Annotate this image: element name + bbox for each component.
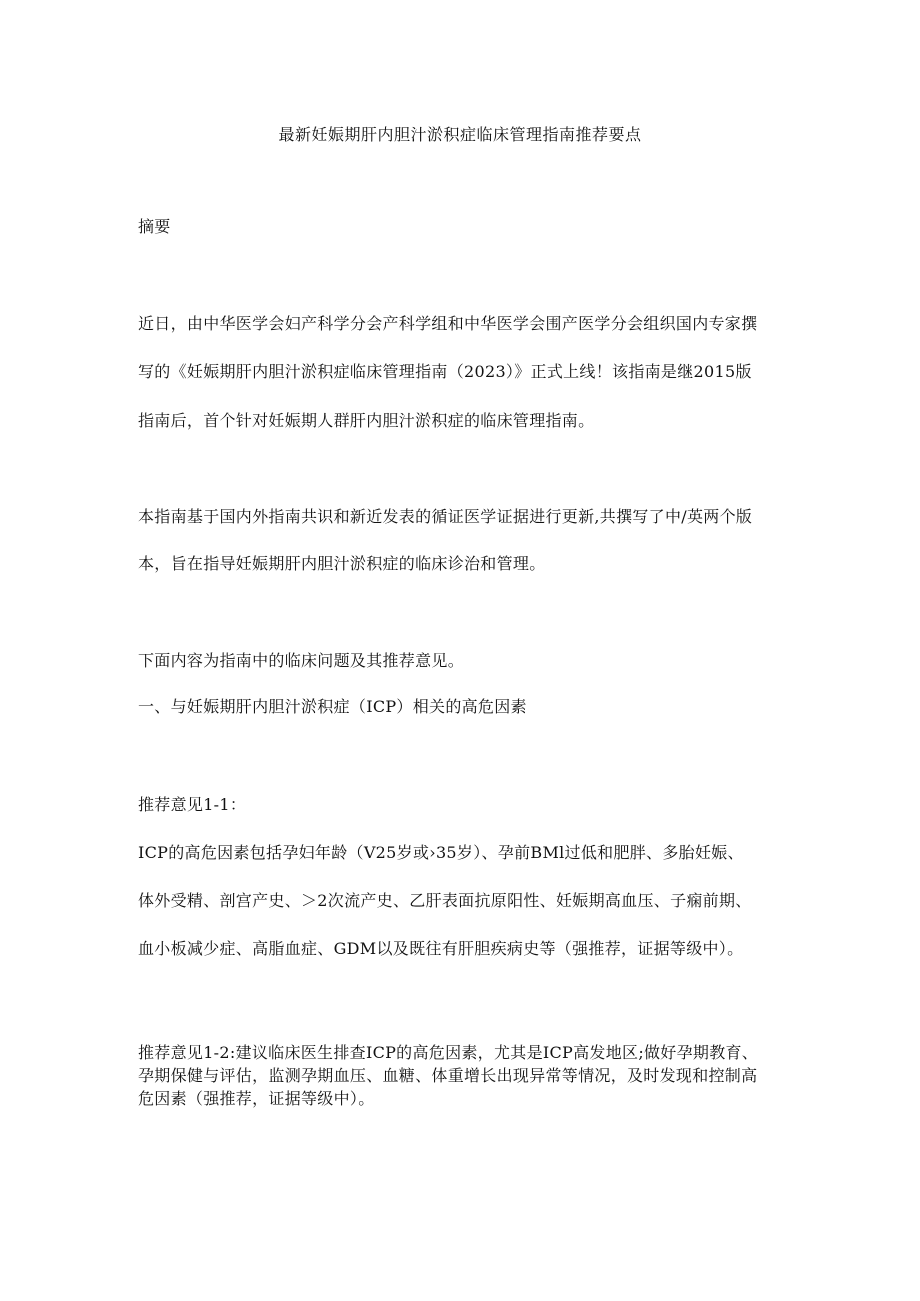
rec-1-1-heading: 推荐意见1-1： xyxy=(138,795,247,814)
document-title: 最新妊娠期肝内胆汁淤积症临床管理指南推荐要点 xyxy=(278,125,642,144)
paragraph1-line2: 写的《妊娠期肝内胆汁淤积症临床管理指南（2023）》正式上线！该指南是继2015版 xyxy=(138,362,752,381)
paragraph1-line3: 指南后，首个针对妊娠期人群肝内胆汁淤积症的临床管理指南。 xyxy=(138,411,595,430)
paragraph2-line1: 本指南基于国内外指南共识和新近发表的循证医学证据进行更新,共撰写了中/英两个版 xyxy=(138,507,753,526)
rec-1-2-line2: 孕期保健与评估，监测孕期血压、血糖、体重增长出现异常等情况，及时发现和控制高 xyxy=(138,1066,758,1085)
rec-1-1-line2: 体外受精、剖宫产史、＞2次流产史、乙肝表面抗原阳性、妊娠期高血压、子痫前期、 xyxy=(138,891,752,910)
section1-heading: 一、与妊娠期肝内胆汁淤积症（ICP）相关的高危因素 xyxy=(138,697,527,716)
intro-line: 下面内容为指南中的临床问题及其推荐意见。 xyxy=(138,651,465,670)
paragraph1-line1: 近日，由中华医学会妇产科学分会产科学组和中华医学会围产医学分会组织国内专家撰 xyxy=(138,314,758,333)
rec-1-2-paragraph xyxy=(138,1041,798,1110)
rec-1-2-line3: 危因素（强推荐，证据等级中）。 xyxy=(138,1089,375,1108)
rec-1-1-line1: ICP的高危因素包括孕妇年龄（V25岁或›35岁）、孕前BMl过低和肥胖、多胎妊娠、 xyxy=(138,843,744,862)
rec-1-1-line3: 血小板减少症、高脂血症、GDM以及既往有肝胆疾病史等（强推荐，证据等级中）。 xyxy=(138,939,744,958)
rec-1-2-line1: 推荐意见1-2:建议临床医生排查ICP的高危因素，尤其是ICP高发地区;做好孕期教育、 xyxy=(138,1043,759,1062)
paragraph2-line2: 本，旨在指导妊娠期肝内胆汁淤积症的临床诊治和管理。 xyxy=(138,554,546,573)
abstract-heading: 摘要 xyxy=(138,217,171,236)
